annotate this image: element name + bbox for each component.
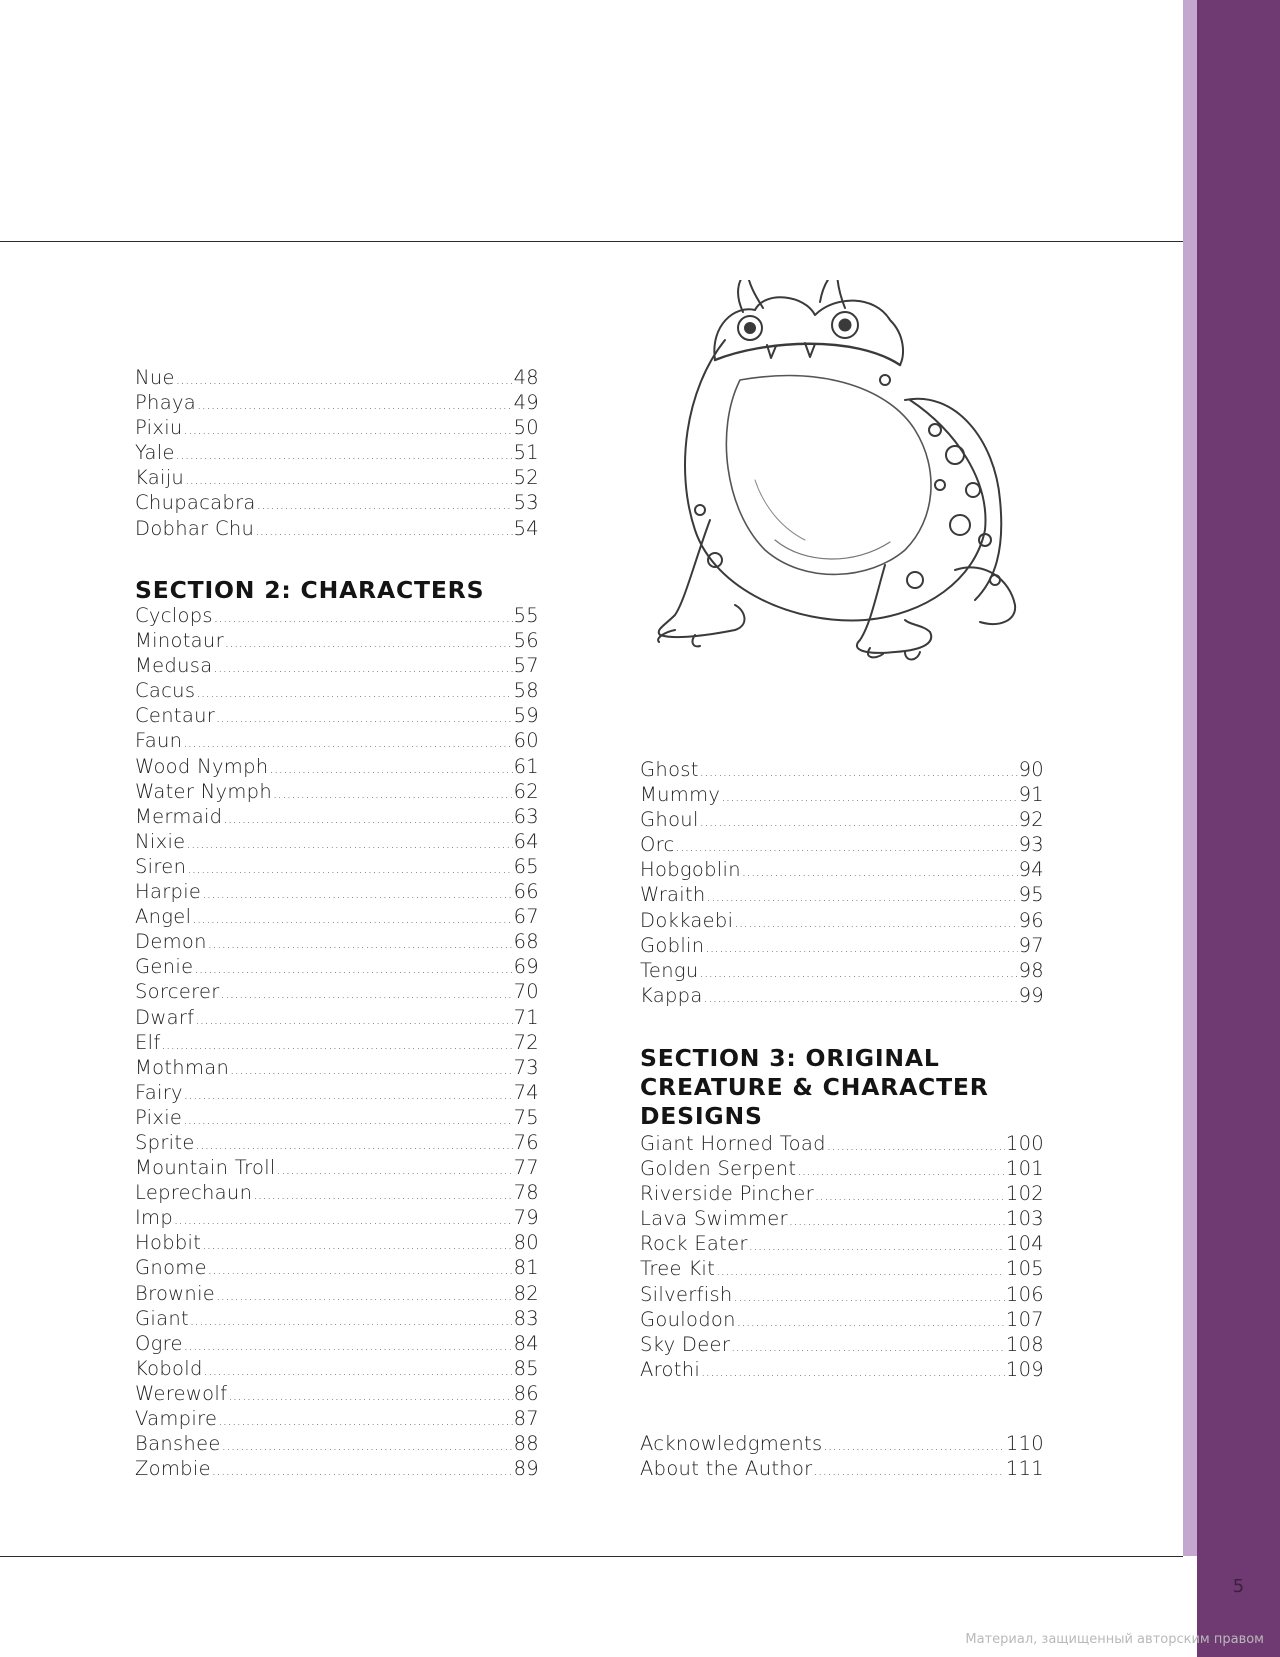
toc-entry-title: Silverfish	[640, 1282, 733, 1306]
toc-entry-page: 96	[1018, 908, 1044, 932]
toc-entry	[135, 1030, 539, 1055]
toc-entry	[640, 1456, 1044, 1481]
toad-eye-right-pupil	[840, 320, 851, 331]
toc-entry-title: Lava Swimmer	[640, 1207, 788, 1231]
toc-entry	[135, 754, 539, 779]
toc-entry-page: 87	[513, 1407, 539, 1430]
toc-entry-page: 72	[513, 1030, 539, 1054]
toc-entry-page: 84	[513, 1331, 539, 1355]
side-band-light	[1183, 0, 1197, 1657]
toc-entry-page: 98	[1018, 958, 1044, 982]
toc-entry	[640, 1231, 1044, 1256]
toc-entry	[640, 1131, 1044, 1156]
toc-leader-dots	[228, 1384, 512, 1409]
toc-leader-dots	[734, 1285, 1005, 1310]
toad-spot	[935, 480, 945, 490]
toc-entry-title: Mothman	[135, 1055, 230, 1079]
footer-divider	[0, 1556, 1183, 1557]
toc-entry-title: Minotaur	[135, 629, 224, 653]
toc-entry-page: 71	[513, 1005, 539, 1029]
toc-leader-dots	[255, 519, 512, 544]
toc-entry-title: Dobhar Chu	[135, 516, 255, 540]
toc-entry-page: 67	[513, 905, 539, 929]
toc-entry-page: 82	[513, 1281, 539, 1305]
section3-heading-line: CREATURE & CHARACTER	[640, 1073, 989, 1101]
toc-entry-title: Water Nymph	[135, 779, 273, 803]
toc-entry-page: 55	[513, 604, 539, 627]
toad-spot	[695, 505, 705, 515]
toc-entry-title: Tree Kit	[640, 1257, 716, 1281]
toc-entry-page: 61	[513, 754, 539, 778]
toc-entry-page: 85	[513, 1356, 539, 1380]
toc-entry	[135, 804, 539, 829]
toad-spot	[929, 424, 941, 436]
toc-leader-dots	[208, 1258, 513, 1283]
toc-entry-page: 100	[1005, 1132, 1044, 1155]
toc-entry	[640, 1357, 1044, 1382]
toc-leader-dots	[253, 1183, 512, 1208]
toc-entry-title: Genie	[135, 955, 194, 979]
toc-entry-title: Dokkaebi	[640, 908, 734, 932]
toc-leader-dots	[700, 810, 1018, 835]
toc-entry	[135, 1105, 539, 1130]
toc-entry-title: Vampire	[135, 1407, 218, 1430]
toc-entry-page: 54	[513, 516, 539, 540]
toad-spot	[990, 575, 1000, 585]
toc-entry-page: 66	[513, 880, 539, 904]
toc-leader-dots	[273, 782, 513, 807]
toc-entry-page: 91	[1018, 783, 1044, 807]
toc-entry-page: 78	[513, 1181, 539, 1205]
toc-section1-continued	[135, 365, 539, 541]
toc-entry	[135, 653, 539, 678]
toc-entry-page: 75	[513, 1105, 539, 1129]
toc-entry	[135, 954, 539, 979]
toc-leader-dots	[190, 1309, 513, 1334]
toc-entry-title: Kobold	[135, 1356, 203, 1380]
toc-entry-title: Ghost	[640, 758, 699, 781]
toc-entry-title: Brownie	[135, 1281, 216, 1305]
toc-entry	[135, 779, 539, 804]
toc-entry	[640, 1206, 1044, 1231]
toc-entry-title: Gnome	[135, 1256, 207, 1280]
toc-leader-dots	[194, 957, 512, 982]
toc-entry	[135, 879, 539, 904]
toc-entry	[135, 365, 539, 390]
toc-entry	[135, 1431, 539, 1456]
toc-leader-dots	[716, 1259, 1005, 1284]
toc-entry-title: Wood Nymph	[135, 754, 269, 778]
toc-entry	[135, 440, 539, 465]
toc-leader-dots	[192, 907, 512, 932]
toc-leader-dots	[204, 1359, 513, 1384]
toc-entry-page: 95	[1018, 883, 1044, 907]
toc-entry-title: Cyclops	[135, 604, 213, 627]
toc-entry-page: 90	[1018, 758, 1044, 781]
toc-entry	[640, 782, 1044, 807]
toc-entry	[135, 1180, 539, 1205]
toc-entry	[135, 1281, 539, 1306]
toc-entry	[640, 1431, 1044, 1456]
toc-entry-title: Tengu	[640, 958, 699, 982]
toc-entry-page: 101	[1005, 1157, 1044, 1181]
toc-entry-page: 69	[513, 955, 539, 979]
toc-entry-page: 53	[513, 491, 539, 515]
toc-leader-dots	[184, 1083, 513, 1108]
toc-leader-dots	[731, 1335, 1005, 1360]
toc-entry	[640, 983, 1044, 1008]
toc-leader-dots	[701, 1360, 1005, 1385]
toc-entry	[135, 1080, 539, 1105]
toad-spot	[946, 446, 964, 464]
toc-entry-title: Cacus	[135, 679, 196, 703]
toad-spot	[950, 515, 970, 535]
toc-entry-title: Zombie	[135, 1457, 211, 1481]
toc-entry	[640, 908, 1044, 933]
toc-entry-title: Nue	[135, 366, 175, 389]
toc-section2-left	[135, 603, 539, 1481]
toc-entry-page: 77	[513, 1156, 539, 1180]
toc-entry	[135, 1130, 539, 1155]
toc-leader-dots	[257, 493, 513, 518]
toc-leader-dots	[186, 832, 512, 857]
toc-leader-dots	[705, 936, 1017, 961]
toc-entry-page: 79	[513, 1206, 539, 1230]
toc-entry-page: 80	[513, 1231, 539, 1255]
toc-entry	[640, 1282, 1044, 1307]
toc-entry	[640, 1307, 1044, 1332]
toc-entry-page: 92	[1018, 808, 1044, 832]
toc-entry-title: Yale	[135, 441, 175, 465]
toc-entry-title: Centaur	[135, 704, 216, 728]
toad-spot	[979, 534, 991, 546]
toc-entry-title: Rock Eater	[640, 1232, 748, 1256]
toc-leader-dots	[225, 631, 513, 656]
toc-leader-dots	[749, 1234, 1005, 1259]
toc-back-matter	[640, 1431, 1044, 1481]
toc-entry-title: Goblin	[640, 933, 705, 957]
toc-leader-dots	[197, 393, 513, 418]
toc-entry	[640, 1332, 1044, 1357]
toc-entry	[135, 929, 539, 954]
page-number: 5	[1232, 1576, 1245, 1597]
toc-section3	[640, 1131, 1044, 1382]
toc-leader-dots	[221, 982, 513, 1007]
toc-entry-page: 58	[513, 679, 539, 703]
toc-leader-dots	[195, 1008, 512, 1033]
toc-entry-page: 106	[1005, 1282, 1044, 1306]
toc-entry-page: 56	[513, 629, 539, 653]
toc-entry	[135, 1381, 539, 1406]
toc-entry-title: Leprechaun	[135, 1181, 253, 1205]
toc-leader-dots	[216, 1284, 512, 1309]
toc-entry-title: Medusa	[135, 654, 213, 678]
toc-entry-title: Banshee	[135, 1432, 221, 1456]
toc-entry-page: 109	[1005, 1357, 1044, 1381]
toc-entry-title: Mummy	[640, 783, 721, 807]
toc-entry-title: Sprite	[135, 1130, 195, 1154]
toc-leader-dots	[216, 706, 513, 731]
toc-entry-title: Dwarf	[135, 1005, 195, 1029]
toc-entry-page: 51	[513, 441, 539, 465]
horned-toad-illustration	[655, 280, 1065, 680]
toc-entry	[135, 1255, 539, 1280]
toc-entry-page: 103	[1005, 1207, 1044, 1231]
toc-entry	[135, 904, 539, 929]
toc-entry	[640, 832, 1044, 857]
toc-entry-page: 97	[1018, 933, 1044, 957]
toc-leader-dots	[789, 1209, 1005, 1234]
toc-entry	[135, 603, 539, 628]
toc-leader-dots	[737, 1310, 1005, 1335]
toc-entry-page: 105	[1005, 1257, 1044, 1281]
toc-entry	[640, 933, 1044, 958]
toc-entry-page: 70	[513, 980, 539, 1004]
toc-entry	[135, 854, 539, 879]
toc-entry-title: Imp	[135, 1206, 174, 1230]
toc-entry-page: 89	[513, 1457, 539, 1481]
toc-entry	[640, 1156, 1044, 1181]
toc-entry-page: 76	[513, 1130, 539, 1154]
toc-entry	[135, 1155, 539, 1180]
toc-entry	[640, 807, 1044, 832]
toad-mouth	[715, 344, 900, 365]
toad-horn-left	[738, 280, 763, 312]
toc-leader-dots	[176, 368, 513, 393]
toc-entry-title: Goulodon	[640, 1307, 736, 1331]
toad-leg-front-right	[857, 565, 931, 653]
toc-leader-dots	[734, 911, 1017, 936]
toc-entry-page: 83	[513, 1306, 539, 1330]
toc-leader-dots	[222, 1434, 513, 1459]
toc-leader-dots	[721, 785, 1017, 810]
toc-entry-page: 93	[1018, 833, 1044, 857]
toc-entry-title: Angel	[135, 905, 192, 929]
toc-entry	[135, 1205, 539, 1230]
copyright-watermark: Материал, защищенный авторским правом	[965, 1632, 1264, 1647]
section3-heading-line: SECTION 3: ORIGINAL	[640, 1044, 940, 1072]
toc-entry	[135, 703, 539, 728]
toc-leader-dots	[827, 1134, 1005, 1159]
toc-leader-dots	[208, 932, 513, 957]
toc-entry-page: 50	[513, 416, 539, 440]
toc-entry-title: Kappa	[640, 983, 703, 1007]
toc-entry-title: Elf	[135, 1030, 161, 1054]
side-band-dark	[1197, 0, 1280, 1657]
toc-entry	[135, 1306, 539, 1331]
toc-entry	[135, 1406, 539, 1431]
toc-entry-page: 49	[513, 391, 539, 415]
toc-leader-dots	[202, 882, 512, 907]
toc-entry-page: 86	[513, 1381, 539, 1405]
toc-entry	[135, 390, 539, 415]
toc-leader-dots	[214, 606, 513, 631]
toc-entry	[135, 678, 539, 703]
toc-entry-title: Hobbit	[135, 1231, 202, 1255]
toad-spot	[966, 483, 980, 497]
toc-entry-title: Wraith	[640, 883, 706, 907]
toc-entry	[135, 728, 539, 753]
toc-entry-title: Werewolf	[135, 1381, 228, 1405]
toc-leader-dots	[700, 961, 1018, 986]
toc-leader-dots	[176, 443, 513, 468]
toc-entry-title: Siren	[135, 854, 187, 878]
toc-entry-title: Kaiju	[135, 466, 185, 490]
toc-entry-title: Ghoul	[640, 808, 699, 832]
toc-leader-dots	[704, 986, 1018, 1011]
toc-entry-page: 74	[513, 1080, 539, 1104]
toc-leader-dots	[742, 860, 1018, 885]
toc-leader-dots	[700, 760, 1018, 785]
toc-entry-title: Riverside Pincher	[640, 1182, 814, 1206]
toc-entry-title: About the Author	[640, 1457, 813, 1481]
toc-leader-dots	[277, 1158, 513, 1183]
toc-leader-dots	[213, 656, 512, 681]
toc-entry-page: 81	[513, 1256, 539, 1280]
toc-entry-page: 88	[513, 1432, 539, 1456]
toc-entry-title: Golden Serpent	[640, 1157, 797, 1181]
toc-leader-dots	[174, 1208, 513, 1233]
toc-leader-dots	[707, 885, 1018, 910]
toc-entry	[135, 1005, 539, 1030]
toc-entry	[135, 1055, 539, 1080]
toc-entry-page: 59	[513, 704, 539, 728]
toc-entry	[135, 1230, 539, 1255]
toc-entry-title: Giant Horned Toad	[640, 1132, 826, 1155]
toc-entry-page: 64	[513, 829, 539, 853]
toc-entry	[135, 979, 539, 1004]
toc-leader-dots	[196, 681, 512, 706]
toc-entry-title: Arothi	[640, 1357, 701, 1381]
toc-entry-title: Harpie	[135, 880, 202, 904]
toc-entry-title: Orc	[640, 833, 675, 857]
toc-entry	[640, 958, 1044, 983]
toc-entry-page: 62	[513, 779, 539, 803]
toc-entry-title: Pixiu	[135, 416, 183, 440]
toc-entry	[135, 490, 539, 515]
toc-leader-dots	[184, 1334, 513, 1359]
toc-entry	[135, 829, 539, 854]
toc-entry-page: 57	[513, 654, 539, 678]
toc-entry-page: 94	[1018, 858, 1044, 882]
toc-leader-dots	[223, 807, 512, 832]
toc-leader-dots	[814, 1459, 1005, 1484]
toc-entry	[135, 1456, 539, 1481]
toc-entry-title: Sorcerer	[135, 980, 220, 1004]
toc-entry	[135, 1356, 539, 1381]
section3-heading	[640, 1044, 1060, 1131]
toc-entry	[135, 516, 539, 541]
toad-leg-back-right	[955, 567, 1015, 624]
toc-entry	[640, 857, 1044, 882]
toc-entry-title: Phaya	[135, 391, 197, 415]
toc-entry-page: 52	[513, 466, 539, 490]
toc-leader-dots	[202, 1233, 512, 1258]
toc-entry-page: 104	[1005, 1232, 1044, 1256]
toc-entry	[135, 1331, 539, 1356]
toc-leader-dots	[269, 757, 512, 782]
toc-entry-title: Mermaid	[135, 804, 223, 828]
toc-entry	[640, 1256, 1044, 1281]
toc-entry-title: Pixie	[135, 1105, 183, 1129]
toad-eye-left-pupil	[745, 323, 755, 333]
toc-entry-title: Fairy	[135, 1080, 183, 1104]
toad-belly	[726, 376, 931, 575]
toc-entry-page: 110	[1005, 1432, 1044, 1455]
toc-entry-page: 63	[513, 804, 539, 828]
section3-heading-line: DESIGNS	[640, 1102, 763, 1130]
toad-fang-right	[805, 343, 815, 357]
toc-entry-page: 73	[513, 1055, 539, 1079]
toc-section2-right	[640, 757, 1044, 1008]
toc-entry-page: 111	[1005, 1457, 1044, 1481]
toc-entry	[135, 628, 539, 653]
toad-spot	[907, 572, 923, 588]
toc-entry-title: Giant	[135, 1306, 189, 1330]
toc-entry-title: Acknowledgments	[640, 1432, 823, 1455]
toc-leader-dots	[815, 1184, 1005, 1209]
toc-entry-title: Sky Deer	[640, 1332, 731, 1356]
toc-entry-page: 99	[1018, 983, 1044, 1007]
toc-leader-dots	[183, 1108, 512, 1133]
toc-entry-title: Mountain Troll	[135, 1156, 276, 1180]
toc-leader-dots	[218, 1409, 512, 1434]
section2-heading: SECTION 2: CHARACTERS	[135, 576, 485, 604]
toc-entry-page: 108	[1005, 1332, 1044, 1356]
toc-entry-title: Nixie	[135, 829, 186, 853]
toc-leader-dots	[797, 1159, 1005, 1184]
toc-entry	[135, 415, 539, 440]
toc-leader-dots	[823, 1434, 1004, 1459]
toc-entry	[640, 882, 1044, 907]
toc-entry-page: 65	[513, 854, 539, 878]
toc-entry-title: Faun	[135, 729, 183, 753]
toc-leader-dots	[230, 1058, 512, 1083]
toad-spot	[880, 375, 890, 385]
toc-leader-dots	[184, 418, 513, 443]
toc-entry	[640, 1181, 1044, 1206]
toc-entry-title: Hobgoblin	[640, 858, 741, 882]
toc-entry-title: Ogre	[135, 1331, 183, 1355]
toc-entry	[640, 757, 1044, 782]
toc-leader-dots	[187, 857, 512, 882]
toc-entry-page: 68	[513, 930, 539, 954]
toc-leader-dots	[212, 1459, 513, 1484]
header-divider	[0, 241, 1183, 242]
toc-entry-title: Demon	[135, 930, 207, 954]
toc-entry	[135, 465, 539, 490]
toc-entry-title: Chupacabra	[135, 491, 256, 515]
toc-entry-page: 48	[513, 366, 539, 389]
toc-entry-page: 60	[513, 729, 539, 753]
toc-entry-page: 107	[1005, 1307, 1044, 1331]
toc-entry-page: 102	[1005, 1182, 1044, 1206]
toad-leg-front-left	[659, 520, 745, 637]
